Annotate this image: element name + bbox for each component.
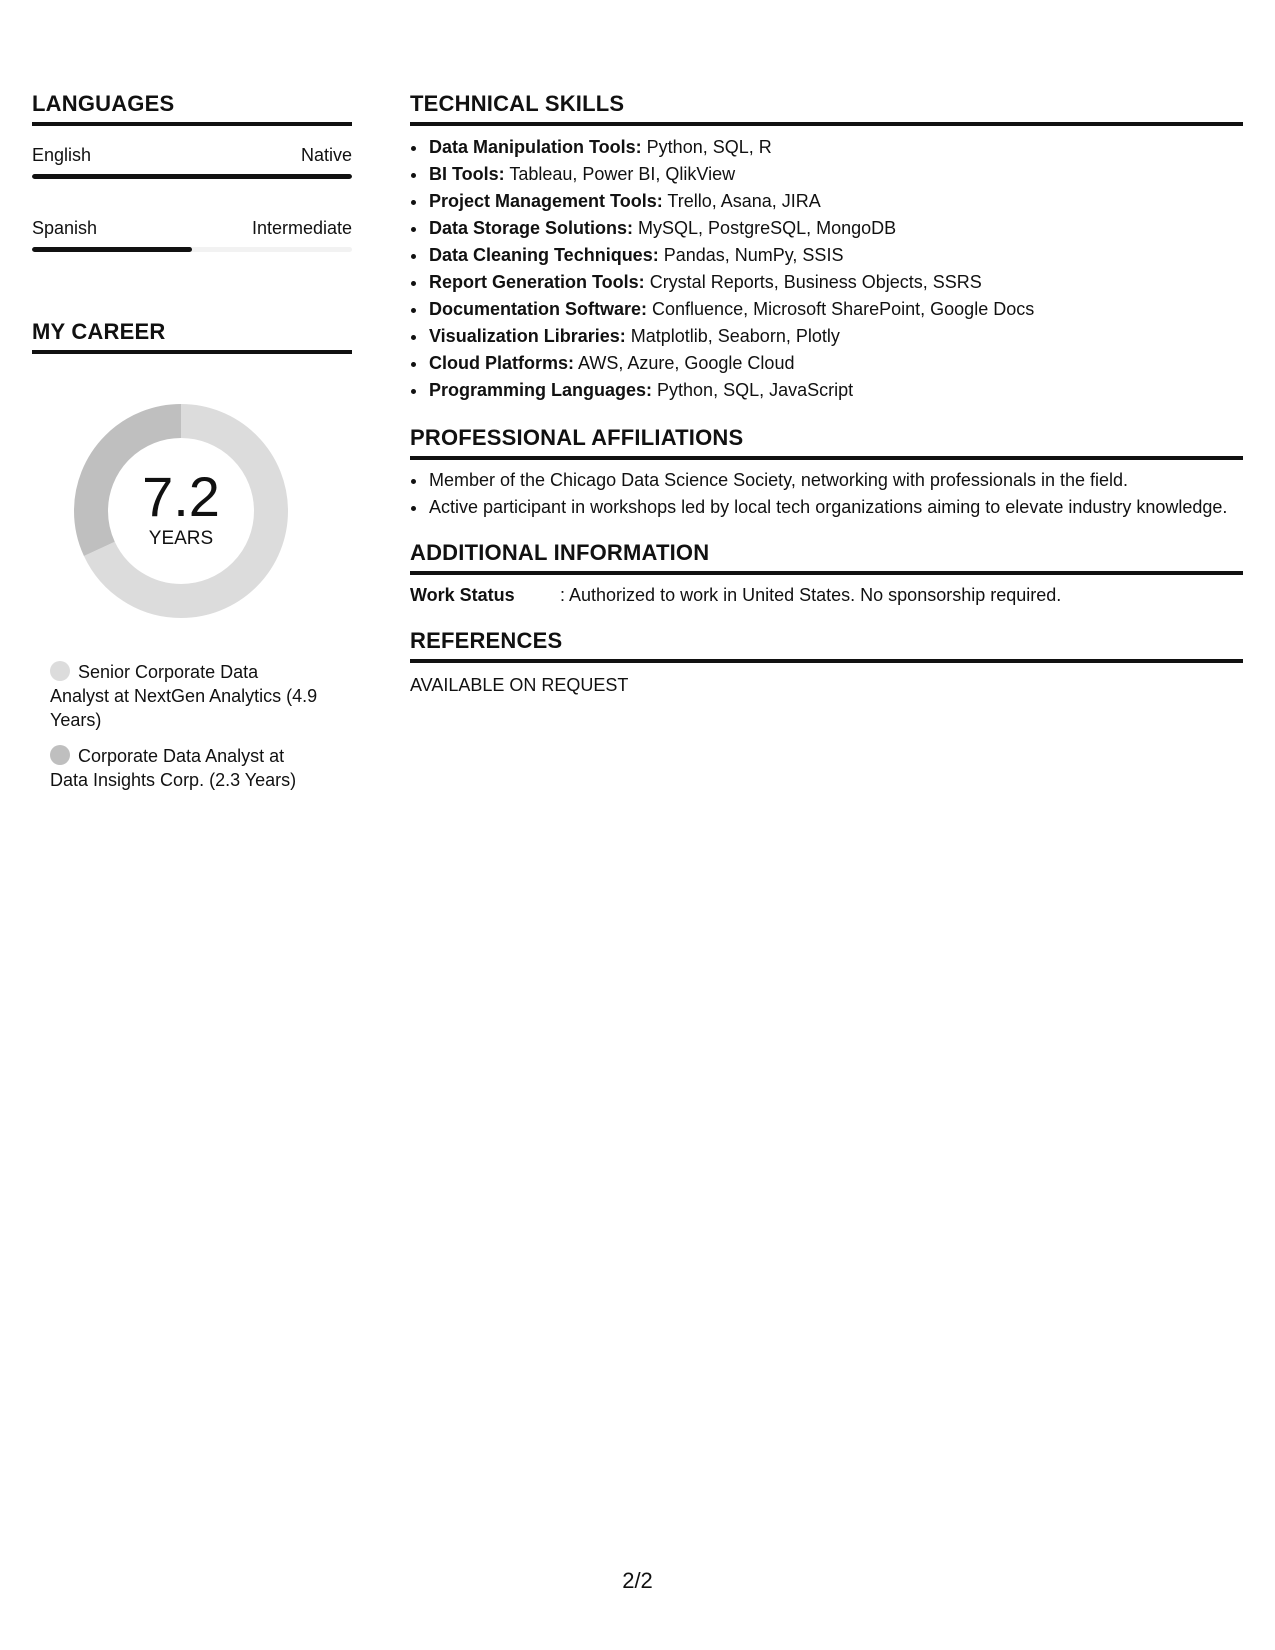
skill-item (428, 350, 1243, 377)
language-proficiency-fill (32, 247, 192, 252)
skill-label: Cloud Platforms: (429, 353, 575, 373)
skill-item (428, 134, 1243, 161)
skill-label: Documentation Software: (429, 299, 648, 319)
skill-value: Tableau, Power BI, QlikView (504, 164, 736, 184)
affiliation-item: • Active participant in workshops led by local tech organizations aiming to elevate industry knowledge. (428, 495, 1243, 519)
skill-value: Trello, Asana, JIRA (662, 191, 821, 211)
skill-item (428, 377, 1243, 404)
skill-item (428, 269, 1243, 296)
skill-label: Project Management Tools: (429, 191, 663, 211)
career-donut-chart (66, 396, 296, 626)
skill-item (428, 215, 1243, 242)
work-status-value: : Authorized to work in United States. No sponsorship required. (560, 585, 1062, 605)
skill-value: Matplotlib, Seaborn, Plotly (625, 326, 840, 346)
skill-label: Data Cleaning Techniques: (429, 245, 659, 265)
skill-value: AWS, Azure, Google Cloud (574, 353, 795, 373)
language-item (32, 144, 352, 179)
skill-item (428, 296, 1243, 323)
skill-label: Report Generation Tools: (429, 272, 645, 292)
career-total-unit: YEARS (148, 528, 214, 549)
career-total-value: 7.2 (142, 465, 220, 528)
skill-label: Visualization Libraries: (429, 326, 626, 346)
languages-heading: LANGUAGES (32, 92, 352, 126)
references-heading: REFERENCES (410, 629, 1243, 663)
skill-value: Pandas, NumPy, SSIS (658, 245, 844, 265)
left-column (32, 92, 352, 804)
skill-value: Confluence, Microsoft SharePoint, Google Docs (647, 299, 1035, 319)
language-name: English (32, 145, 92, 165)
affiliations-section (410, 426, 1243, 519)
technical-skills-heading: TECHNICAL SKILLS (410, 92, 1243, 126)
language-level: Native (300, 145, 352, 165)
legend-dot-icon (50, 745, 70, 765)
skill-item (428, 161, 1243, 188)
language-proficiency-fill (32, 174, 352, 179)
page-number: 2/2 (622, 1568, 653, 1593)
skill-value: Python, SQL, JavaScript (652, 380, 854, 400)
career-legend (50, 660, 320, 792)
affiliations-heading: PROFESSIONAL AFFILIATIONS (410, 426, 1243, 460)
references-section (410, 629, 1243, 697)
language-item (32, 217, 352, 252)
technical-skills-section (410, 92, 1243, 404)
skill-label: Programming Languages: (429, 380, 653, 400)
right-column (410, 92, 1243, 719)
skill-item (428, 188, 1243, 215)
legend-dot-icon (50, 661, 70, 681)
skill-item (428, 323, 1243, 350)
technical-skills-list (410, 134, 1243, 404)
career-legend-item (50, 744, 320, 792)
career-heading: MY CAREER (32, 320, 352, 354)
affiliations-list (410, 468, 1243, 519)
work-status-label: Work Status (410, 585, 515, 605)
skill-item (428, 242, 1243, 269)
skill-label: Data Storage Solutions: (429, 218, 634, 238)
language-level: Intermediate (251, 218, 352, 238)
languages-list (32, 144, 352, 252)
skill-label: BI Tools: (429, 164, 505, 184)
additional-info-section (410, 541, 1243, 607)
language-proficiency-bar (32, 247, 352, 252)
career-role-text: Corporate Data Analyst at Data Insights Corp. (2.3 Years) (50, 746, 297, 790)
skill-value: Crystal Reports, Business Objects, SSRS (644, 272, 982, 292)
language-proficiency-bar (32, 174, 352, 179)
language-name: Spanish (32, 218, 98, 238)
skill-value: Python, SQL, R (641, 137, 772, 157)
affiliation-item: • Member of the Chicago Data Science Society, networking with professionals in the field. (428, 468, 1243, 492)
references-text: AVAILABLE ON REQUEST (410, 675, 629, 695)
work-status-row (410, 583, 1243, 607)
skill-value: MySQL, PostgreSQL, MongoDB (633, 218, 897, 238)
career-legend-item (50, 660, 320, 732)
additional-info-heading: ADDITIONAL INFORMATION (410, 541, 1243, 575)
career-role-text: Senior Corporate Data Analyst at NextGen Analytics (4.9 Years) (50, 662, 318, 730)
skill-label: Data Manipulation Tools: (429, 137, 642, 157)
